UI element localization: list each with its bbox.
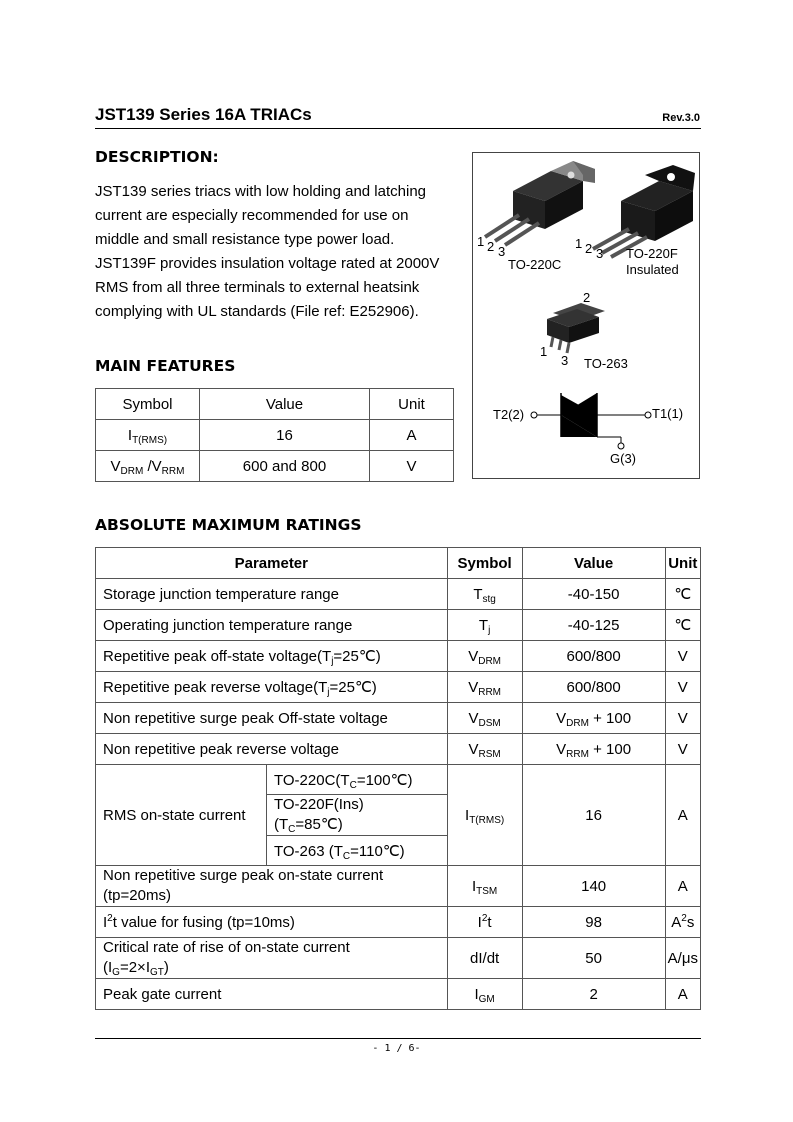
table-row (96, 866, 701, 907)
description-line: current are especially recommended for use on (95, 207, 409, 224)
param-cell: Storage junction temperature range (96, 579, 448, 610)
unit-cell: ℃ (665, 579, 700, 610)
pin-label: 1 (477, 234, 485, 249)
description-text (95, 180, 467, 324)
pin-label: 2 (585, 241, 593, 256)
unit-cell: V (665, 734, 700, 765)
value-cell: -40-150 (522, 579, 665, 610)
value-cell: 600/800 (522, 672, 665, 703)
terminal-t2-label: T2(2) (493, 407, 525, 422)
table-row (96, 907, 701, 938)
unit-cell: A (665, 866, 700, 907)
description-heading: DESCRIPTION: (95, 148, 219, 166)
pin-label: 3 (498, 244, 506, 259)
package-subcell: TO-220F(Ins) $(T_C=85℃)$ (267, 795, 448, 836)
value-cell: $V_{DRM} + 100$ (522, 703, 665, 734)
unit-cell: V (665, 703, 700, 734)
description-line: complying with UL standards (File ref: E252906). (95, 303, 419, 320)
ratings-header-symbol: Symbol (447, 548, 522, 579)
page-number: - 1 / 6- (372, 1043, 421, 1054)
value-cell: 140 (522, 866, 665, 907)
value-cell: 600/800 (522, 641, 665, 672)
package-subcell: $TO-220C(T_C=100℃)$ (267, 765, 448, 795)
description-line: JST139F provides insulation voltage rated at 2000V (95, 255, 440, 272)
symbol-cell: $T_{stg}$ (447, 579, 522, 610)
param-cell: Non repetitive surge peak on-state current (tp=20ms) (96, 866, 448, 907)
unit-cell: ℃ (665, 610, 700, 641)
unit-cell: A/μs (665, 938, 700, 979)
param-cell: Non repetitive surge peak Off-state voltage (96, 703, 448, 734)
value-cell: $V_{RRM} + 100$ (522, 734, 665, 765)
value-cell: 98 (522, 907, 665, 938)
document-title: JST139 Series 16A TRIACs (95, 105, 312, 124)
header-divider (95, 128, 701, 129)
description-line: RMS from all three terminals to external heatsink (95, 279, 420, 296)
package-drawing (473, 153, 699, 478)
value-cell: -40-125 (522, 610, 665, 641)
package-label: Insulated (626, 262, 679, 277)
features-symbol: $I_{T(RMS)}$ (96, 420, 200, 451)
table-row (96, 641, 701, 672)
symbol-cell: $I_{T(RMS)}$ (447, 765, 522, 866)
pin-label: 2 (487, 239, 495, 254)
symbol-cell: $V_{RSM}$ (447, 734, 522, 765)
features-unit: V (370, 451, 454, 482)
symbol-cell: dI/dt (447, 938, 522, 979)
pin-label: 1 (575, 236, 583, 251)
table-row (96, 734, 701, 765)
pin-label: 1 (540, 344, 548, 359)
package-diagram (472, 152, 700, 479)
symbol-cell: $V_{DRM}$ (447, 641, 522, 672)
ratings-table (95, 547, 701, 1010)
package-label: TO-220C (508, 257, 562, 272)
symbol-cell: $I_{TSM}$ (447, 866, 522, 907)
unit-cell: V (665, 672, 700, 703)
symbol-cell: $T_j$ (447, 610, 522, 641)
package-subcell: TO-263 $(T_C=110℃)$ (267, 836, 448, 866)
pin-label: 3 (561, 353, 569, 368)
features-value: 16 (200, 420, 370, 451)
package-label: TO-263 (584, 356, 628, 371)
ratings-header-parameter: Parameter (96, 548, 448, 579)
param-cell: $I^2t$ value for fusing (tp=10ms) (96, 907, 448, 938)
param-cell: RMS on-state current (96, 765, 267, 866)
symbol-cell: $I^2t$ (447, 907, 522, 938)
symbol-cell: $V_{DSM}$ (447, 703, 522, 734)
revision-label: Rev.3.0 (662, 112, 700, 124)
param-cell: Critical rate of rise of on-state current $(I_G=2\times I_{GT})$ (96, 938, 448, 979)
features-unit: A (370, 420, 454, 451)
unit-cell: A (665, 765, 700, 866)
param-cell: Peak gate current (96, 979, 448, 1010)
table-row (96, 979, 701, 1010)
pin-label: 3 (596, 246, 604, 261)
features-symbol: $V_{DRM}$ $/V_{RRM}$ (96, 451, 200, 482)
footer-divider (95, 1038, 701, 1039)
table-row (96, 610, 701, 641)
table-row (96, 672, 701, 703)
symbol-cell: $V_{RRM}$ (447, 672, 522, 703)
value-cell: 50 (522, 938, 665, 979)
param-cell: Repetitive peak reverse $voltage(T_j=25℃)$ (96, 672, 448, 703)
ratings-header-value: Value (522, 548, 665, 579)
terminal-t1-label: T1(1) (652, 406, 684, 421)
unit-cell: V (665, 641, 700, 672)
table-row (96, 765, 701, 795)
features-header-unit: Unit (370, 389, 454, 420)
package-label: TO-220F (626, 246, 678, 261)
ratings-header-unit: Unit (665, 548, 700, 579)
value-cell: 2 (522, 979, 665, 1010)
unit-cell: $A^2s$ (665, 907, 700, 938)
param-cell: Operating junction temperature range (96, 610, 448, 641)
param-cell: Non repetitive peak reverse voltage (96, 734, 448, 765)
table-row (96, 420, 454, 451)
description-line: JST139 series triacs with low holding and latching (95, 183, 427, 200)
pin-label: 2 (583, 290, 591, 305)
param-cell: Repetitive peak off-state $voltage(T_j=25℃)$ (96, 641, 448, 672)
triac-symbol (531, 393, 651, 449)
description-line: middle and small resistance type power load. (95, 231, 395, 248)
to-263-package (547, 303, 605, 353)
features-header-value: Value (200, 389, 370, 420)
table-row (96, 579, 701, 610)
to-220c-package (485, 161, 595, 245)
symbol-cell: $I_{GM}$ (447, 979, 522, 1010)
table-header-row (96, 548, 701, 579)
table-row (96, 938, 701, 979)
terminal-gate-label: G(3) (610, 451, 636, 466)
features-value: 600 and 800 (200, 451, 370, 482)
table-row (96, 451, 454, 482)
main-features-heading: MAIN FEATURES (95, 357, 236, 375)
table-row (96, 703, 701, 734)
ratings-heading: ABSOLUTE MAXIMUM RATINGS (95, 516, 362, 534)
main-features-table (95, 388, 454, 482)
value-cell: 16 (522, 765, 665, 866)
features-header-symbol: Symbol (96, 389, 200, 420)
to-220f-package (593, 165, 695, 257)
unit-cell: A (665, 979, 700, 1010)
